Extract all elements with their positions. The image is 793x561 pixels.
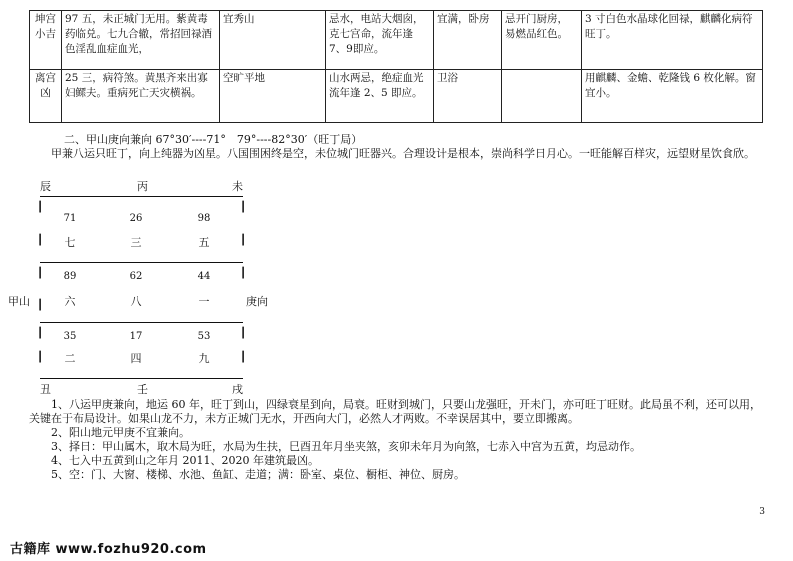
list-item: 2、阳山地元甲庚不宜兼向。	[51, 426, 190, 439]
direction-label-bottom-left: 丑	[40, 383, 51, 396]
table-cell: 25 三，病符煞。黄黑齐来出寡妇鳏夫。重病死亡天灾横祸。	[62, 70, 220, 123]
table-cell: 山水两忌，绝症血光流年逢 2、5 即应。	[326, 70, 434, 123]
direction-label-top-left: 辰	[40, 180, 51, 193]
grid-line	[40, 322, 243, 323]
section-title: 二、甲山庚向兼向 67°30′----71° 79°----82°30′（旺丁局）	[64, 133, 363, 146]
chart-cell-number: 35	[63, 331, 77, 342]
table-cell: 97 五，未正城门无用。紫黄毒药临兑。七九合辙，常招回禄酒色淫乱血症血光，	[62, 11, 220, 70]
chart-right-label: 庚向	[246, 295, 268, 308]
chart-cell-star: 八	[130, 295, 142, 308]
grid-line	[40, 378, 243, 379]
table-row	[30, 11, 763, 70]
table-cell: 卫浴	[434, 70, 502, 123]
chart-cell-star: 二	[64, 352, 76, 365]
list-item: 5、空：门、大窗、楼梯、水池、鱼缸、走道；满：卧室、桌位、橱柜、神位、厨房。	[51, 468, 465, 481]
chart-left-label: 甲山	[8, 295, 30, 308]
feng-shui-table	[29, 10, 763, 123]
chart-cell-star: 四	[130, 352, 142, 365]
intro-paragraph: 甲兼八运只旺丁，向上纯器为凶星。八国围困终是空，未位城门旺器兴。合理设计是根本，崇尚科学日月心。一旺能解百样灾，远望财星饮食欣。	[51, 147, 755, 160]
chart-cell-star: 一	[198, 295, 210, 308]
chart-cell-star: 九	[198, 352, 210, 365]
table-cell: 坤宫小吉	[30, 11, 62, 70]
table-cell	[502, 70, 582, 123]
site-watermark: 古籍库 www.fozhu920.com	[10, 542, 207, 557]
table-cell: 宜秀山	[220, 11, 326, 70]
list-item: 3、择日：甲山属木，取木局为旺，水局为生扶，巳酉丑年月坐夹煞，亥卯未年月为向煞，七赤入中宫为五黄，均忌动作。	[51, 440, 641, 453]
chart-cell-star: 三	[130, 236, 142, 249]
chart-cell-star: 七	[64, 236, 76, 249]
table-cell: 3 寸白色水晶球化回禄，麒麟化病符旺丁。	[582, 11, 763, 70]
grid-line	[40, 262, 243, 263]
chart-cell-number: 53	[197, 331, 211, 342]
table-cell: 忌水，电站大烟囱，克七宫命，流年逢7、9即应。	[326, 11, 434, 70]
chart-cell-star: 五	[198, 236, 210, 249]
table-cell: 离宫凶	[30, 70, 62, 123]
table-cell: 空旷平地	[220, 70, 326, 123]
direction-label-top-right: 未	[232, 180, 243, 193]
notes-list	[29, 398, 762, 482]
table-cell: 宜满，卧房	[434, 11, 502, 70]
table-cell: 忌开门厨房，易燃品红色。	[502, 11, 582, 70]
chart-cell-number: 98	[197, 213, 211, 224]
table-row	[30, 70, 763, 123]
direction-label-bottom-right: 戌	[232, 383, 243, 396]
direction-label-top-center: 丙	[137, 180, 148, 193]
flying-star-chart: 辰 丙 未 ┃ ┃ ┃ ┃ ┃ ┃ ┃ ┃ ┃ ┃ ┃ 甲山 庚向 71 七 26 三 98 五 89 六 62 八 44 一 35 二 17 四 53 九 丑 壬 戌	[8, 180, 268, 396]
chart-cell-star: 六	[64, 295, 76, 308]
table-cell: 用麒麟、金蟾、乾隆钱 6 枚化解。窗宜小。	[582, 70, 763, 123]
list-item: 1、八运甲庚兼向，地运 60 年，旺丁到山，四绿衰星到向，局衰。旺财到城门，只要山龙强旺，开未门，亦可旺丁旺财。此局虽不利，还可以用，关键在于布局设计。如果山龙不力，未方正城门无水，开西向大门，必然人才两败。不幸误居其中，要立即搬离。	[29, 398, 761, 425]
chart-cell-number: 71	[63, 213, 77, 224]
chart-cell-number: 62	[129, 271, 143, 282]
chart-cell-number: 17	[129, 331, 143, 342]
list-item: 4、七入中五黄到山之年月 2011、2020 年建筑最凶。	[51, 454, 319, 467]
grid-line	[40, 196, 243, 197]
direction-label-bottom-center: 壬	[137, 383, 148, 396]
page-number: 3	[759, 507, 765, 517]
chart-cell-number: 26	[129, 213, 143, 224]
chart-cell-number: 44	[197, 271, 211, 282]
chart-cell-number: 89	[63, 271, 77, 282]
